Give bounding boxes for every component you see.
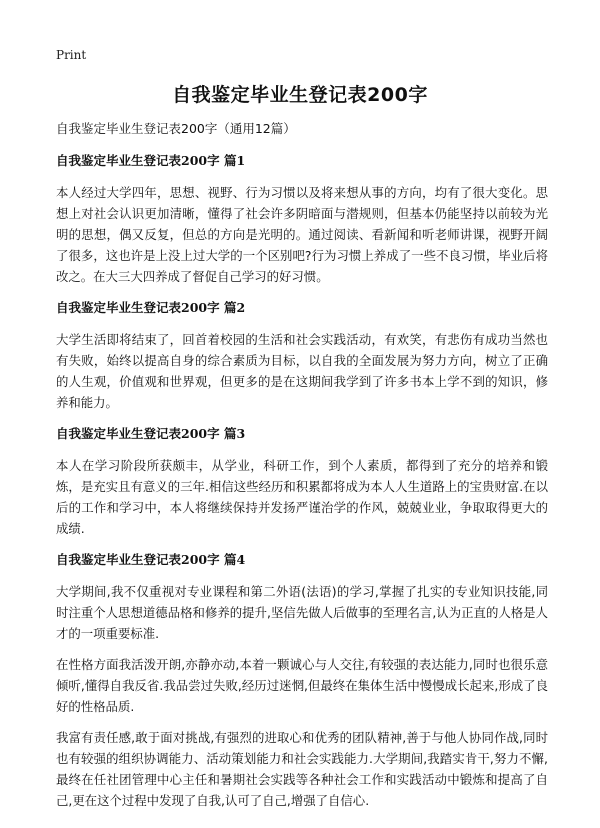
section-3-paragraph-1: 本人在学习阶段所获颇丰，从学业，科研工作，到个人素质，都得到了充分的培养和锻炼，是充实且有意义的三年.相信这些经历和积累都将成为本人人生道路上的宝贵财富.在以后的工作和学习中，本人将继续保持并发扬严谨治学的作风，兢兢业业，争取取得更大的成绩. <box>56 458 548 536</box>
page-title: 自我鉴定毕业生登记表200字 <box>172 84 428 106</box>
section-heading-3: 自我鉴定毕业生登记表200字 篇3 <box>56 426 246 441</box>
section-4-paragraph-2: 在性格方面我活泼开朗,亦静亦动,本着一颗诚心与人交往,有较强的表达能力,同时也很乐意倾听,懂得自我反省.我品尝过失败,经历过迷惘,但最终在集体生活中慢慢成长起来,形成了良好的性格品质. <box>56 657 548 714</box>
print-link[interactable]: Print <box>56 48 87 62</box>
document-body <box>56 120 548 821</box>
section-heading-4: 自我鉴定毕业生登记表200字 篇4 <box>56 552 246 567</box>
section-4-paragraph-1: 大学期间,我不仅重视对专业课程和第二外语(法语)的学习,掌握了扎实的专业知识技能,同时注重个人思想道德品格和修养的提升,坚信先做人后做事的至理名言,认为正直的人格是人才的一项重要标准. <box>56 584 548 641</box>
section-4-paragraph-3: 我富有责任感,敢于面对挑战,有强烈的进取心和优秀的团队精神,善于与他人协同作战,同时也有较强的组织协调能力、活动策划能力和社会实践能力.大学期间,我踏实肯干,努力不懈,最终在任社团管理中心主任和暑期社会实践等各种社会工作和实践活动中锻炼和提高了自己,更在这个过程中发现了自我,认可了自己,增强了自信心. <box>56 730 548 808</box>
section-1-paragraph-1: 本人经过大学四年，思想、视野、行为习惯以及将来想从事的方向，均有了很大变化。思想上对社会认识更加清晰，懂得了社会许多阴暗面与潜规则，但基本仍能坚持以前较为光明的思想，偶又反复，但总的方向是光明的。通过阅读、看新闻和听老师讲课，视野开阔了很多，这也许是上没上过大学的一个区别吧?行为习惯上养成了一些不良习惯，毕业后将改之。在大三大四养成了督促自己学习的好习惯。 <box>56 185 548 284</box>
document-subtitle: 自我鉴定毕业生登记表200字（通用12篇） <box>56 121 296 136</box>
section-heading-1: 自我鉴定毕业生登记表200字 篇1 <box>56 153 246 168</box>
section-heading-2: 自我鉴定毕业生登记表200字 篇2 <box>56 300 246 315</box>
section-2-paragraph-1: 大学生活即将结束了，回首着校园的生活和社会实践活动，有欢笑，有悲伤有成功当然也有失败，始终以提高自身的综合素质为目标，以自我的全面发展为努力方向，树立了正确的人生观，价值观和世界观，但更多的是在这期间我学到了许多书本上学不到的知识，修养和能力。 <box>56 332 548 410</box>
